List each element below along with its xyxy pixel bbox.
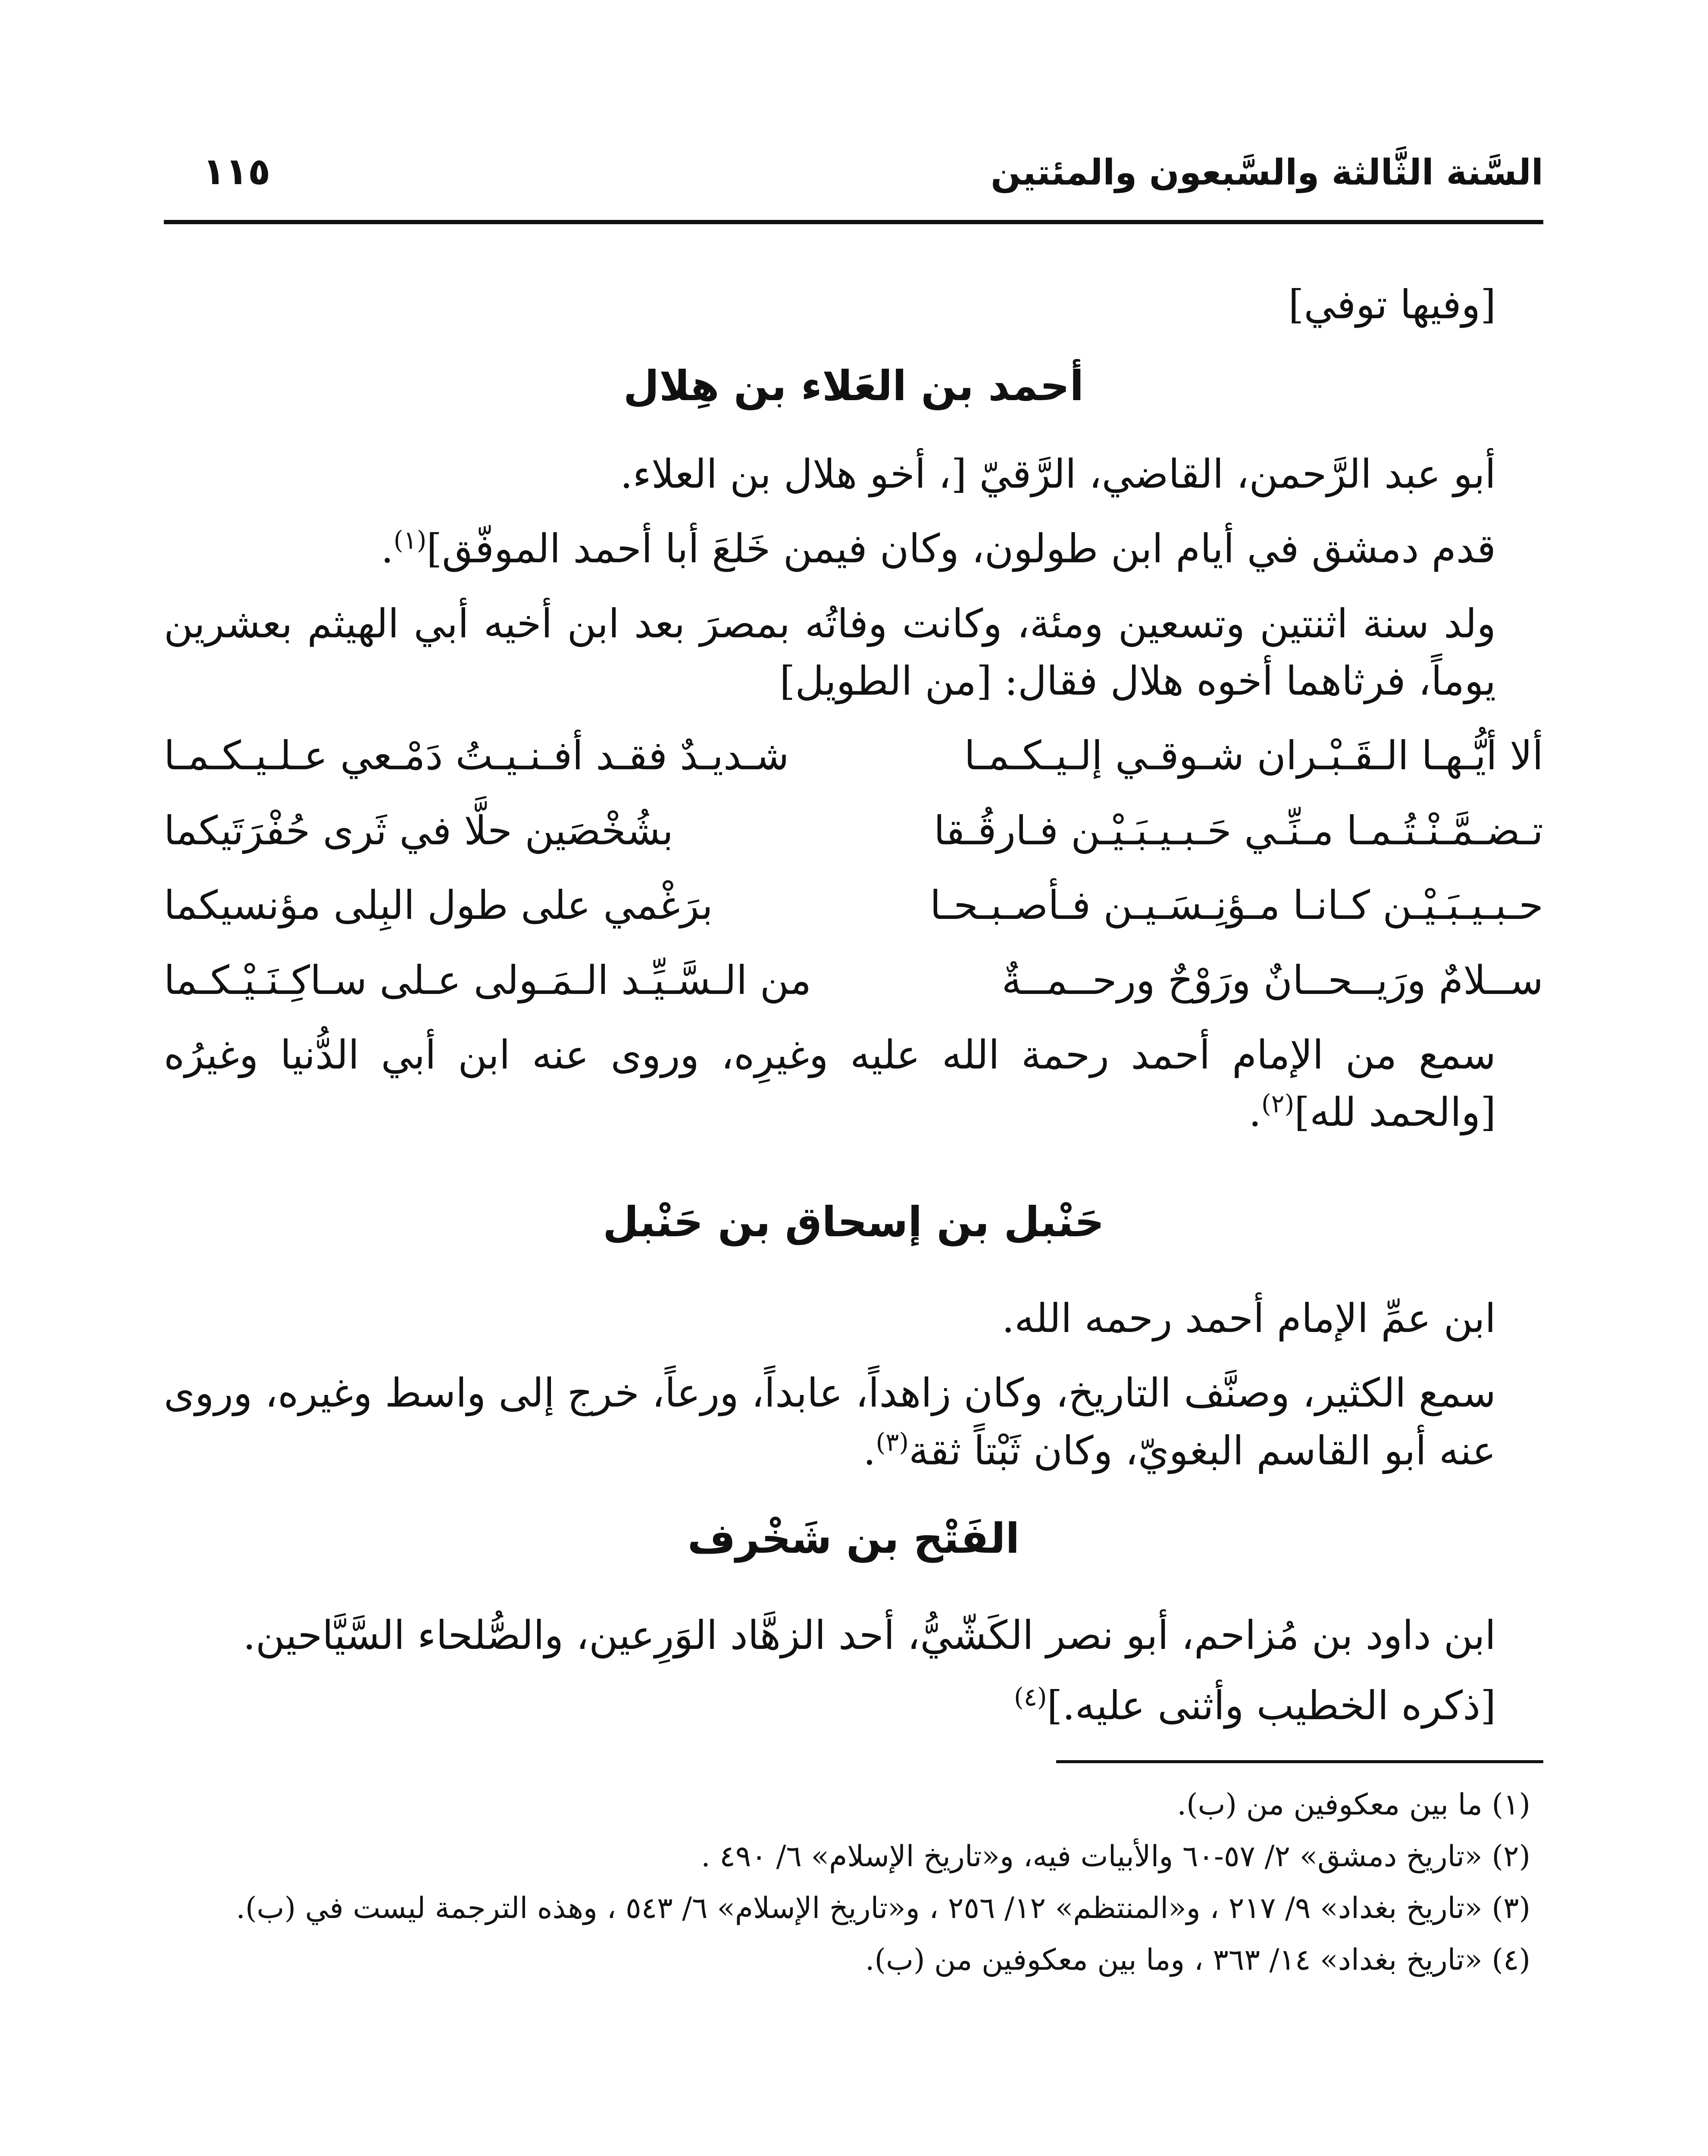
running-title: السَّنة الثَّالثة والسَّبعون والمئتين bbox=[991, 152, 1543, 193]
poem-verse bbox=[164, 952, 1543, 1009]
verse-first-hemistich: ســلامٌ ورَيــحــانٌ ورَوْحٌ ورحــمــةٌ bbox=[1001, 957, 1543, 1003]
footnote-ref: (١) bbox=[393, 525, 427, 555]
biography-heading: الفَتْح بن شَخْرف bbox=[687, 1514, 1020, 1563]
poem-verse bbox=[164, 877, 1543, 934]
poem bbox=[164, 727, 1543, 1009]
paragraph bbox=[164, 1026, 1543, 1141]
footnote-text: «تاريخ بغداد» ١٤/ ٣٦٣ ، وما بين معكوفين من (ب). bbox=[865, 1943, 1483, 1977]
paragraph-end: . bbox=[863, 1427, 876, 1474]
footnote-number: (٢) bbox=[1492, 1839, 1530, 1874]
section-alfath-ibn-shakhraf bbox=[164, 1510, 1543, 1734]
section-intro: [وفيها توفي] bbox=[1288, 282, 1496, 328]
paragraph-text: [ذكره الخطيب وأثنى عليه.] bbox=[1047, 1683, 1496, 1729]
footnote-separator bbox=[1056, 1760, 1543, 1763]
footnote-ref: (٣) bbox=[876, 1427, 909, 1457]
paragraph-end: . bbox=[381, 526, 394, 572]
paragraph: ابن عمِّ الإمام أحمد رحمه الله. bbox=[1001, 1295, 1496, 1342]
poem-verse bbox=[164, 727, 1543, 784]
paragraph: ولد سنة اثنتين وتسعين ومئة، وكانت وفاتُه بمصرَ بعد ابن أخيه أبي الهيثم بعشرين يوماً، فرثاهما أخوه هلال فقال: [من الطويل] bbox=[164, 600, 1496, 704]
section-ahmad-ibn-alala bbox=[164, 276, 1543, 1141]
verse-first-hemistich: ألا أيُّـهـا الـقَـبْـران شـوقـي إلـيـكـمـا bbox=[964, 733, 1543, 779]
paragraph bbox=[164, 520, 1543, 577]
footnote-ref: (٤) bbox=[1014, 1682, 1047, 1712]
book-page bbox=[164, 129, 1543, 1992]
paragraph-text: سمع من الإمام أحمد رحمة الله عليه وغيرِه، وروى عنه ابن أبي الدُّنيا وغيرُه [والحمد لله] bbox=[164, 1031, 1496, 1136]
verse-second-hemistich: شـديـدٌ فقـد أفـنـيـتُ دَمْـعي عـلـيـكـمـا bbox=[164, 733, 789, 779]
footnote-text: ما بين معكوفين من (ب). bbox=[1177, 1788, 1483, 1822]
paragraph bbox=[164, 1364, 1543, 1479]
section-hanbal-ibn-ishaq bbox=[164, 1193, 1543, 1480]
biography-heading: أحمد بن العَلاء بن هِلال bbox=[623, 362, 1084, 411]
paragraph: أبو عبد الرَّحمن، القاضي، الرَّقيّ [، أخو هلال بن العلاء. bbox=[620, 451, 1496, 497]
page-header bbox=[164, 129, 1543, 224]
verse-first-hemistich: حـبـيـبَـيْـن كـانـا مـؤنِـسَـيـن فـأصـبـحـا bbox=[929, 882, 1543, 929]
paragraph-text: قدم دمشق في أيام ابن طولون، وكان فيمن خَلعَ أبا أحمد الموفّق] bbox=[426, 526, 1496, 572]
footnote-text: «تاريخ دمشق» ٢/ ٥٧-٦٠ والأبيات فيه، و«تاريخ الإسلام» ٦/ ٤٩٠ . bbox=[701, 1839, 1483, 1874]
footnote-number: (٤) bbox=[1492, 1943, 1530, 1977]
footnote bbox=[164, 1785, 1543, 1825]
footnotes bbox=[164, 1785, 1543, 1980]
paragraph-end: . bbox=[1248, 1089, 1261, 1136]
biography-heading: حَنْبل بن إسحاق بن حَنْبل bbox=[603, 1197, 1104, 1246]
verse-first-hemistich: تـضـمَّـنْـتُـمـا مـنِّـي حَـبـيـبَـيْـن فـارقُـقا bbox=[933, 807, 1543, 854]
footnote-text: «تاريخ بغداد» ٩/ ٢١٧ ، و«المنتظم» ١٢/ ٢٥٦ ، و«تاريخ الإسلام» ٦/ ٥٤٣ ، وهذه الترجمة ليست في (ب). bbox=[236, 1891, 1483, 1926]
poem-verse bbox=[164, 802, 1543, 859]
paragraph-text: سمع الكثير، وصنَّف التاريخ، وكان زاهداً، عابداً، ورعاً، خرج إلى واسط وغيره، وروى عنه أبو القاسم البغويّ، وكان ثَبْتاً ثقة bbox=[164, 1370, 1496, 1474]
footnote-number: (٣) bbox=[1492, 1891, 1530, 1926]
footnote bbox=[164, 1888, 1543, 1929]
footnote-number: (١) bbox=[1492, 1788, 1530, 1822]
footnote bbox=[164, 1836, 1543, 1877]
footnote bbox=[164, 1940, 1543, 1981]
paragraph bbox=[164, 1677, 1543, 1734]
verse-second-hemistich: بشُخْصَين حلَّا في ثَرى حُفْرَتَيكما bbox=[164, 807, 673, 854]
footnote-ref: (٢) bbox=[1261, 1089, 1295, 1119]
paragraph: ابن داود بن مُزاحم، أبو نصر الكَشّيُّ، أحد الزهَّاد الوَرِعين، والصُّلحاء السَّيَّاحين. bbox=[243, 1612, 1496, 1658]
page-number: ١١٥ bbox=[203, 150, 271, 193]
verse-second-hemistich: من الـسَّـيِّـد الـمَـولى عـلى سـاكِـنَـيْـكـما bbox=[164, 957, 812, 1003]
verse-second-hemistich: برَغْمي على طول البِلى مؤنسيكما bbox=[164, 882, 713, 929]
